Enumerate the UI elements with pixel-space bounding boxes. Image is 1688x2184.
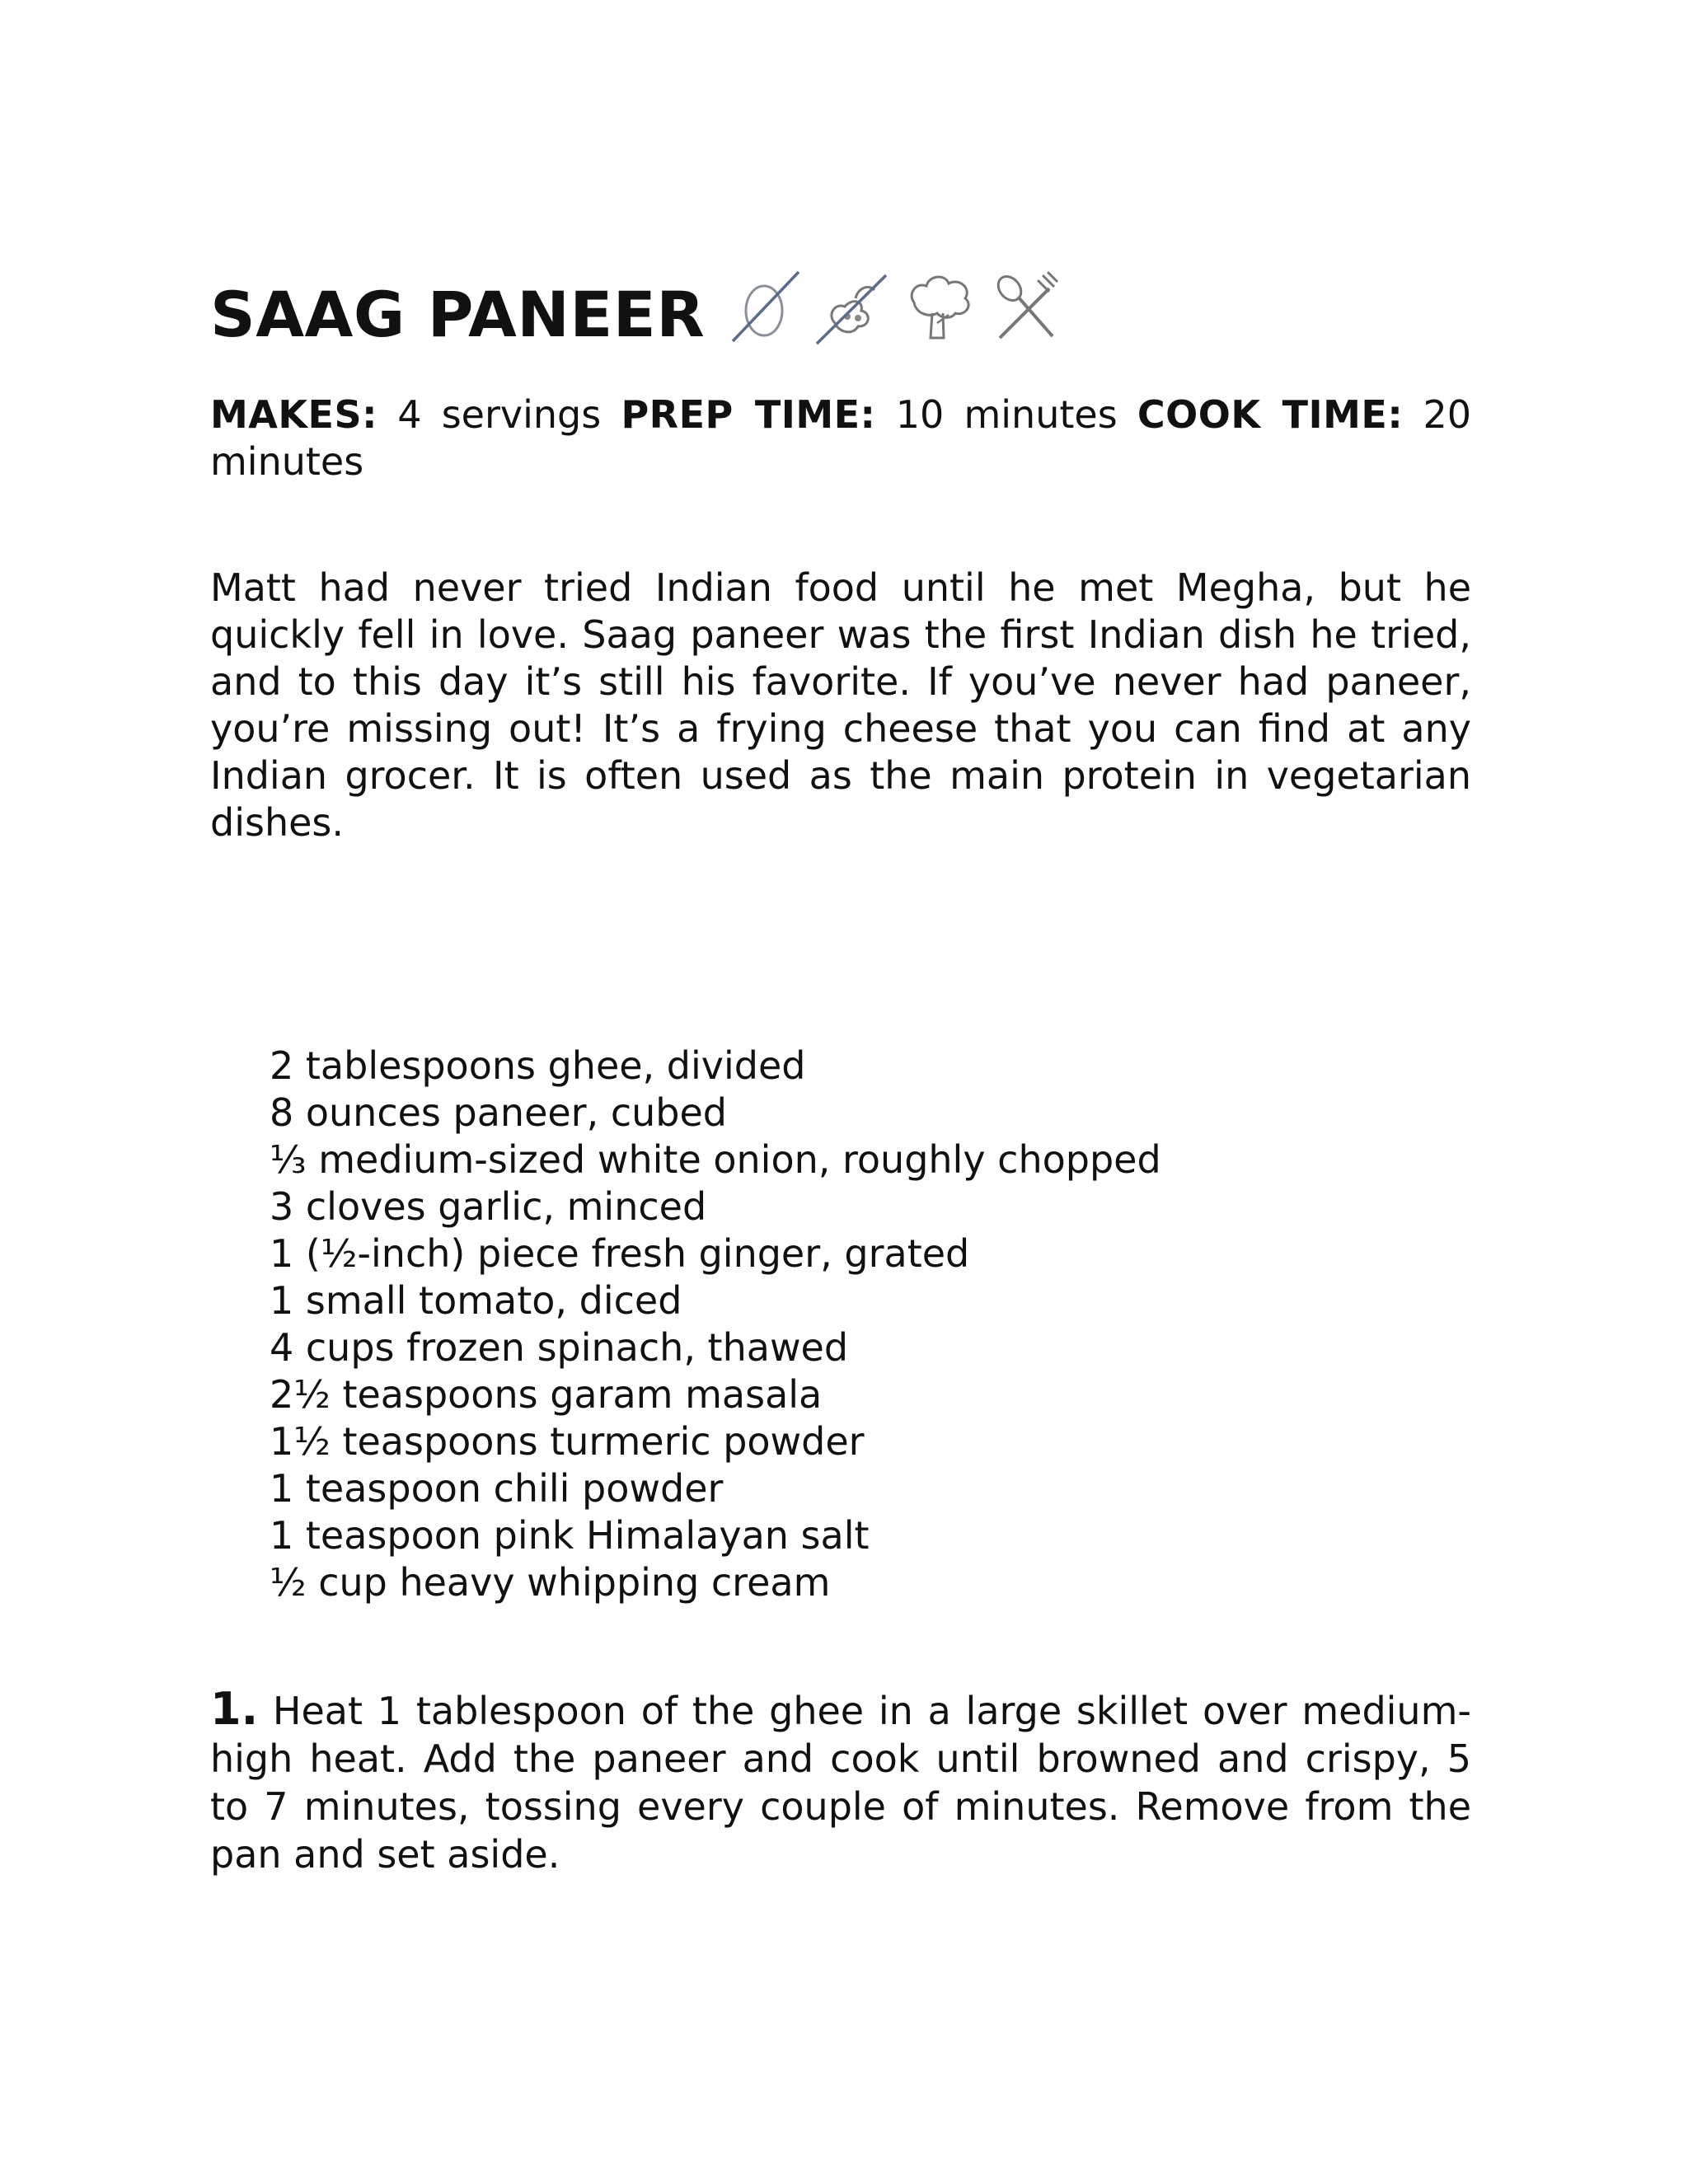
ingredient-item: 1 small tomato, diced [270, 1278, 682, 1323]
step-text: Heat 1 tablespoon of the ghee in a large skillet over medium-high heat. Add the paneer and cook until browned and crispy, 5 to 7 minutes, tossing every couple of minutes. Remove from the pan and set aside. [210, 1689, 1471, 1877]
ingredient-item: 4 cups frozen spinach, thawed [270, 1325, 849, 1370]
recipe-title: SAAG PANEER [210, 278, 706, 351]
diet-icons [723, 265, 1072, 348]
title-row [210, 255, 1072, 351]
ingredient-item: ½ cup heavy whipping cream [270, 1560, 831, 1605]
nut-free-crossed-icon [810, 265, 893, 348]
ingredient-item: 1 teaspoon chili powder [270, 1466, 724, 1511]
prep-time-label: PREP TIME: [621, 392, 876, 437]
ingredient-item: 1½ teaspoons turmeric powder [270, 1419, 865, 1464]
ingredient-item: 2 tablespoons ghee, divided [270, 1043, 806, 1088]
cook-time-value: 20 minutes [210, 392, 1471, 484]
ingredient-list [270, 1043, 1161, 1606]
utensils-icon [985, 265, 1067, 348]
makes-value: 4 servings [397, 392, 602, 437]
makes-label: MAKES: [210, 392, 377, 437]
vegetarian-broccoli-icon [898, 265, 980, 348]
cook-time-label: COOK TIME: [1137, 392, 1404, 437]
recipe-meta [210, 391, 1471, 485]
recipe-intro: Matt had never tried Indian food until he met Megha, but he quickly fell in love. Saag paneer was the first Indian dish he tried, and to this day it’s still his favorite. If you’ve never had paneer, you’re missing out! It’s a frying cheese that you can find at any Indian grocer. It is often used as the main protein in vegetarian dishes. [210, 565, 1471, 845]
ingredient-item: 8 ounces paneer, cubed [270, 1090, 727, 1135]
ingredient-item: 2½ teaspoons garam masala [270, 1372, 823, 1417]
instruction-step [210, 1685, 1471, 1878]
ingredient-item: 3 cloves garlic, minced [270, 1184, 707, 1229]
dairy-free-crossed-icon [723, 265, 805, 348]
ingredient-item: 1 (½-inch) piece fresh ginger, grated [270, 1231, 970, 1276]
step-number: 1. [210, 1683, 259, 1735]
ingredient-item: ⅓ medium-sized white onion, roughly chopped [270, 1137, 1161, 1182]
ingredient-item: 1 teaspoon pink Himalayan salt [270, 1513, 870, 1558]
prep-time-value: 10 minutes [895, 392, 1118, 437]
